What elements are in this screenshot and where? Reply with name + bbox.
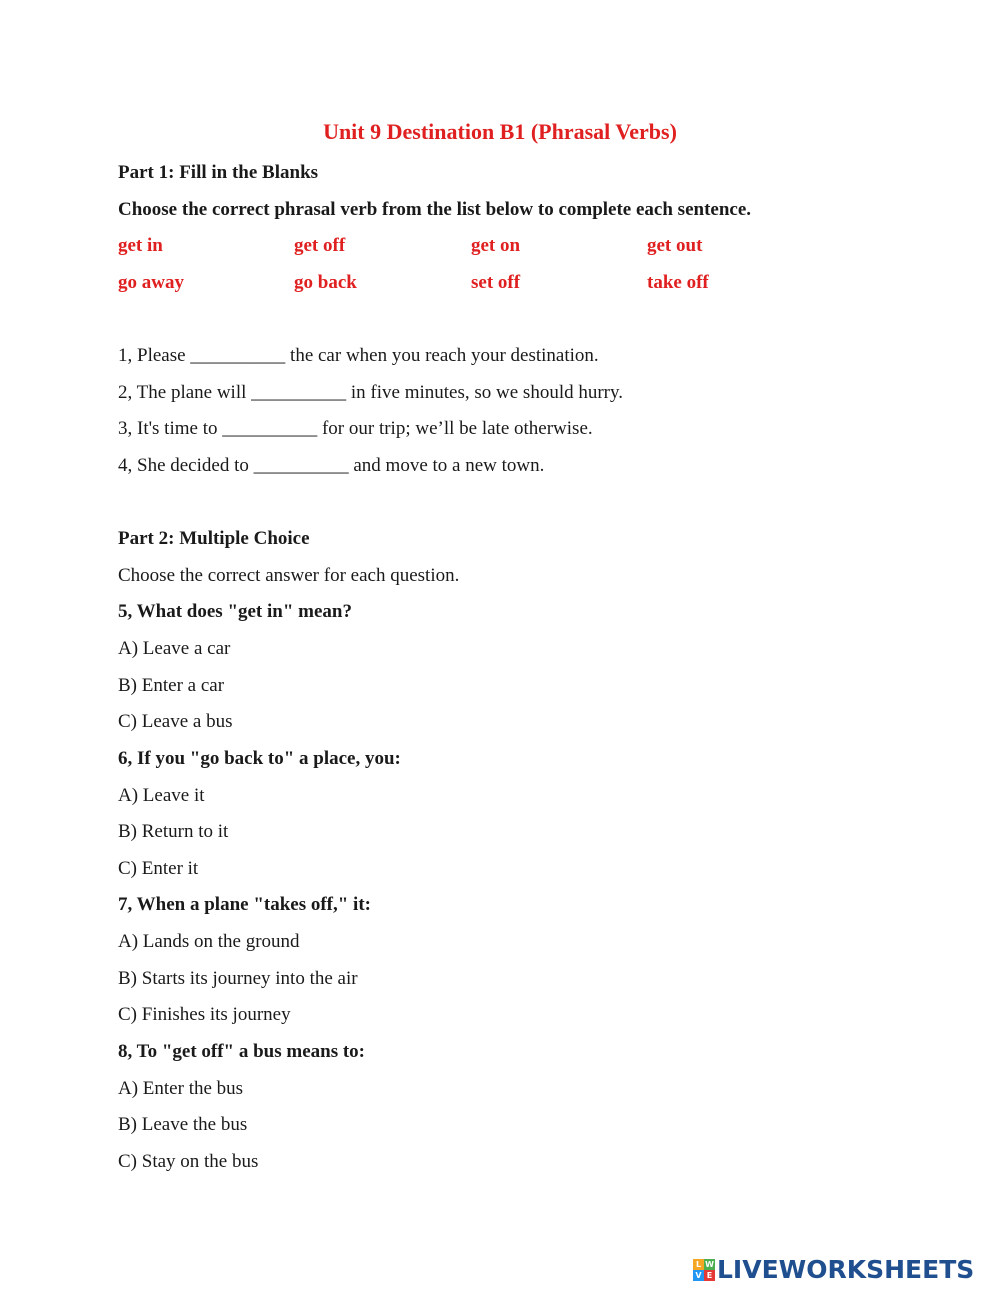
word-bank-item: go back: [294, 272, 357, 293]
word-bank-item: get in: [118, 235, 163, 256]
fill-blank-sentence-4: 4, She decided to __________ and move to a new town.: [118, 455, 545, 476]
answer-option: C) Stay on the bus: [118, 1151, 259, 1172]
answer-option: C) Enter it: [118, 858, 199, 879]
question-8: 8, To "get off" a bus means to:: [118, 1041, 365, 1062]
part1-instruction: Choose the correct phrasal verb from the list below to complete each sentence.: [118, 199, 752, 220]
answer-option: C) Finishes its journey: [118, 1004, 291, 1025]
part1-heading: Part 1: Fill in the Blanks: [118, 162, 319, 183]
word-bank-item: set off: [471, 272, 521, 293]
word-bank-item: get out: [647, 235, 703, 256]
part2-instruction: Choose the correct answer for each question.: [118, 565, 460, 586]
question-5: 5, What does "get in" mean?: [118, 601, 352, 622]
liveworksheets-logo-icon: L W V E: [693, 1259, 715, 1281]
answer-option: B) Starts its journey into the air: [118, 968, 358, 989]
answer-option: B) Leave the bus: [118, 1114, 248, 1135]
answer-option: A) Lands on the ground: [118, 931, 300, 952]
answer-option: A) Enter the bus: [118, 1078, 244, 1099]
liveworksheets-logo: [693, 1256, 974, 1284]
answer-option: C) Leave a bus: [118, 711, 233, 732]
answer-option: A) Leave it: [118, 785, 205, 806]
fill-blank-sentence-1: 1, Please __________ the car when you reach your destination.: [118, 345, 599, 366]
word-bank-row: [118, 270, 818, 296]
word-bank-row: [118, 233, 818, 259]
fill-blank-sentence-2: 2, The plane will __________ in five minutes, so we should hurry.: [118, 382, 624, 403]
answer-option: B) Enter a car: [118, 675, 225, 696]
answer-option: B) Return to it: [118, 821, 229, 842]
word-bank-item: get off: [294, 235, 346, 256]
word-bank-item: go away: [118, 272, 184, 293]
part2-heading: Part 2: Multiple Choice: [118, 528, 310, 549]
worksheet-title: Unit 9 Destination B1 (Phrasal Verbs): [323, 119, 677, 144]
word-bank-item: get on: [471, 235, 521, 256]
question-7: 7, When a plane "takes off," it:: [118, 894, 371, 915]
fill-blank-sentence-3: 3, It's time to __________ for our trip; we’ll be late otherwise.: [118, 418, 593, 439]
word-bank-item: take off: [647, 272, 709, 293]
answer-option: A) Leave a car: [118, 638, 231, 659]
logo-text: LIVEWORKSHEETS: [717, 1255, 975, 1284]
question-6: 6, If you "go back to" a place, you:: [118, 748, 401, 769]
